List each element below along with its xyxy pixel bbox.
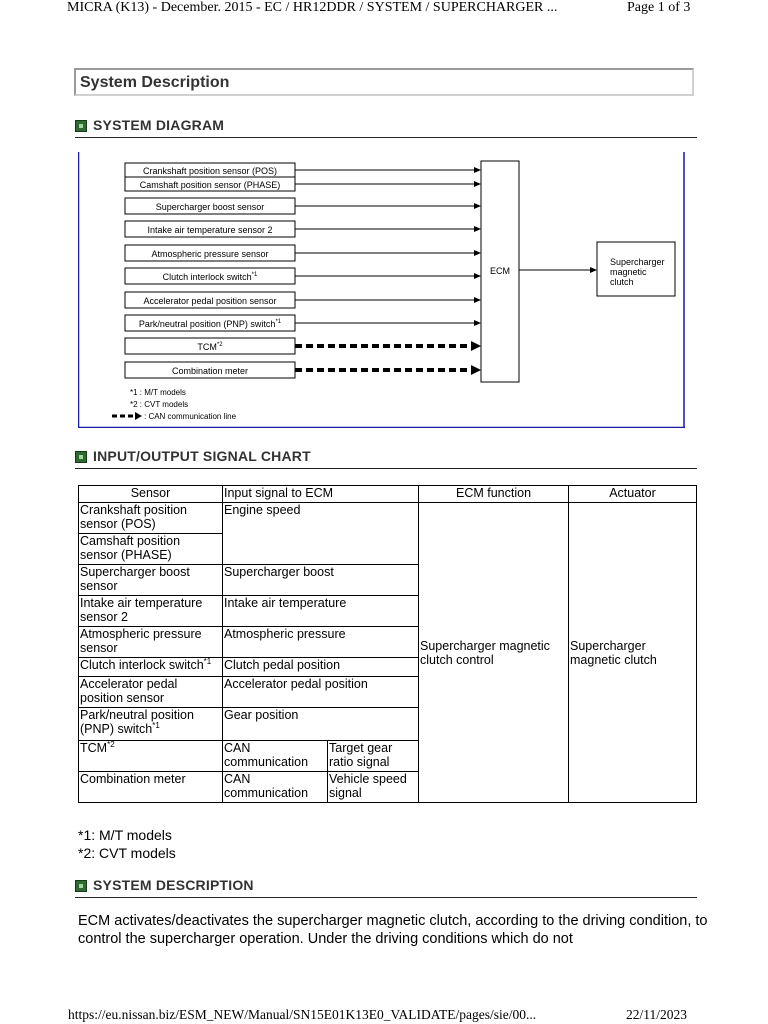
diagram-input-label: Supercharger boost sensor bbox=[155, 202, 265, 212]
sensor-cell: Supercharger boost sensor bbox=[79, 565, 223, 596]
ecm-label: ECM bbox=[490, 266, 510, 276]
section-title: INPUT/OUTPUT SIGNAL CHART bbox=[93, 448, 311, 464]
diagram-input-label: TCM$^{*2}$ bbox=[197, 342, 223, 352]
legend-note: *1 : M/T models bbox=[130, 388, 186, 397]
section-title: SYSTEM DIAGRAM bbox=[93, 117, 225, 133]
signal-cell: Vehicle speed signal bbox=[328, 772, 419, 803]
signal-chart-table bbox=[78, 485, 697, 803]
section-system-diagram bbox=[75, 117, 697, 138]
diagram-input-label: Crankshaft position sensor (POS) bbox=[142, 166, 278, 176]
actuator-cell: Supercharger magnetic clutch bbox=[569, 503, 697, 803]
column-header: Actuator bbox=[569, 486, 697, 503]
diagram-input-label: Park/neutral position (PNP) switch$^{*1}$ bbox=[138, 319, 282, 329]
column-header: Input signal to ECM bbox=[223, 486, 419, 503]
input-cell: Atmospheric pressure bbox=[223, 627, 419, 658]
signal-cell: Target gear ratio signal bbox=[328, 741, 419, 772]
table-header-row bbox=[79, 486, 697, 503]
sensor-cell: Crankshaft position sensor (POS) bbox=[79, 503, 223, 534]
input-cell: Supercharger boost bbox=[223, 565, 419, 596]
sensor-cell: Atmospheric pressure sensor bbox=[79, 627, 223, 658]
actuator-label: clutch bbox=[610, 277, 634, 287]
page-title-box bbox=[74, 68, 694, 96]
diagram-input-label: Clutch interlock switch$^{*1}$ bbox=[162, 272, 258, 282]
page-number: Page 1 of 3 bbox=[627, 0, 691, 15]
system-diagram bbox=[78, 152, 686, 428]
page-url[interactable]: https://eu.nissan.biz/ESM_NEW/Manual/SN15E01K13E0_VALIDATE/pages/sie/00... bbox=[68, 1007, 537, 1022]
input-cell: Intake air temperature bbox=[223, 596, 419, 627]
diagram-input-label: Atmospheric pressure sensor bbox=[151, 249, 269, 259]
diagram-input-label: Camshaft position sensor (PHASE) bbox=[139, 180, 281, 190]
table-row bbox=[79, 503, 697, 534]
sensor-cell: Combination meter bbox=[79, 772, 223, 803]
diagram-input-label: Intake air temperature sensor 2 bbox=[147, 225, 273, 235]
section-system-description bbox=[75, 877, 697, 898]
section-signal-chart bbox=[75, 448, 697, 469]
actuator-label: magnetic bbox=[610, 267, 647, 277]
legend-note: : CAN communication line bbox=[144, 412, 237, 421]
footnote: *2: CVT models bbox=[78, 844, 176, 861]
print-date: 22/11/2023 bbox=[626, 1007, 688, 1022]
footnote: *1: M/T models bbox=[78, 827, 172, 843]
column-header: ECM function bbox=[419, 486, 569, 503]
diagram-input-label: Accelerator pedal position sensor bbox=[143, 296, 277, 306]
input-cell: Gear position bbox=[223, 708, 419, 741]
actuator-label: Supercharger bbox=[610, 257, 665, 267]
page-header-title: MICRA (K13) - December. 2015 - EC / HR12DDR / SYSTEM / SUPERCHARGER ... bbox=[67, 0, 558, 15]
diagram-input-label: Combination meter bbox=[171, 366, 249, 376]
section-bullet-icon bbox=[75, 451, 87, 463]
description-paragraph: ECM activates/deactivates the supercharger magnetic clutch, according to the driving condition, to control the supercharger operation. Under the driving conditions which do not bbox=[78, 913, 708, 947]
input-cell: Clutch pedal position bbox=[223, 658, 419, 677]
ecm-function-cell: Supercharger magnetic clutch control bbox=[419, 503, 569, 803]
section-bullet-icon bbox=[75, 880, 87, 892]
sensor-cell: Camshaft position sensor (PHASE) bbox=[79, 534, 223, 565]
page-title: System Description bbox=[80, 74, 230, 91]
footnotes bbox=[78, 827, 176, 862]
section-title: SYSTEM DESCRIPTION bbox=[93, 877, 254, 893]
column-header: Sensor bbox=[79, 486, 223, 503]
legend-note: *2 : CVT models bbox=[130, 400, 189, 409]
section-bullet-icon bbox=[75, 120, 87, 132]
input-cell: Engine speed bbox=[223, 503, 419, 565]
sensor-cell: Intake air temperature sensor 2 bbox=[79, 596, 223, 627]
sensor-cell: Clutch interlock switch$^{*1}$ bbox=[79, 658, 223, 677]
sensor-cell: Park/neutral position (PNP) switch$^{*1}$ bbox=[79, 708, 223, 741]
sensor-cell: Accelerator pedal position sensor bbox=[79, 677, 223, 708]
sensor-cell: TCM$^{*2}$ bbox=[79, 741, 223, 772]
input-cell: CAN communication bbox=[223, 772, 328, 803]
input-cell: Accelerator pedal position bbox=[223, 677, 419, 708]
input-cell: CAN communication bbox=[223, 741, 328, 772]
